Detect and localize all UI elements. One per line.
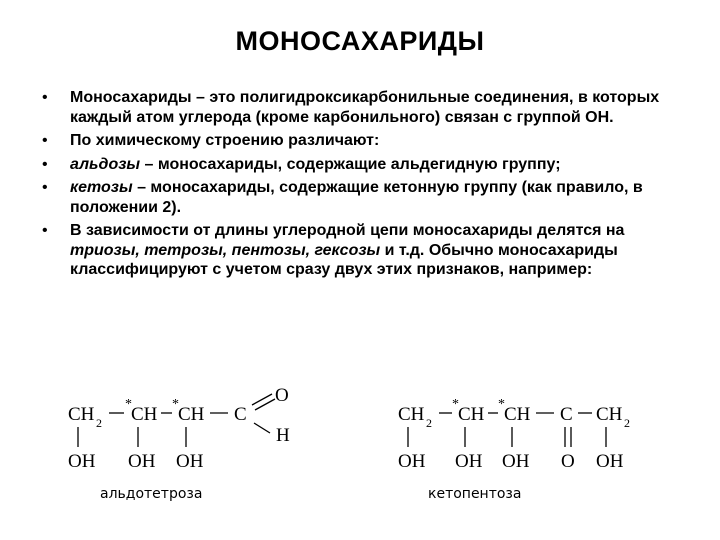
- aldotetrose-oxygen: O: [275, 385, 289, 406]
- bullet-marker: •: [42, 155, 48, 173]
- bullet-item: [40, 88, 690, 127]
- ketopentose-structure: [398, 375, 658, 505]
- ketopentose-chiral-star: *: [452, 397, 459, 412]
- aldotetrose-ch2-subscript: 2: [96, 416, 102, 430]
- aldotetrose-double-bond: [255, 399, 275, 410]
- ketopentose-oh: OH: [398, 451, 426, 472]
- aldotetrose-chiral-star: *: [172, 397, 179, 412]
- aldotetrose-formula: [68, 375, 308, 510]
- aldotetrose-structure: [68, 375, 308, 505]
- aldotetrose-ch: CH: [178, 404, 205, 425]
- bullet-item: [40, 178, 690, 217]
- bullet-term: триозы, тетрозы, пентозы, гексозы: [70, 241, 381, 259]
- ketopentose-ch: CH: [458, 404, 485, 425]
- ketopentose-oh: OH: [596, 451, 624, 472]
- ketopentose-oxygen: O: [561, 451, 575, 472]
- aldotetrose-oh: OH: [68, 451, 96, 472]
- aldotetrose-hydrogen: H: [276, 425, 290, 446]
- ketopentose-ch: CH: [504, 404, 531, 425]
- bullet-text: и т.д. Обычно моносахариды классифицируют с учетом сразу двух этих признаков, например:: [70, 241, 618, 278]
- ketopentose-ch2: CH: [596, 404, 623, 425]
- bullet-item: [40, 131, 690, 151]
- bullet-term: альдозы: [70, 155, 141, 173]
- bullet-item: [40, 221, 690, 280]
- bullet-text: – моносахариды, содержащие альдегидную группу;: [140, 155, 561, 173]
- aldotetrose-carbonyl-c: C: [234, 404, 247, 425]
- bullet-marker: •: [42, 132, 48, 149]
- aldotetrose-ch: CH: [131, 404, 158, 425]
- bullet-list: [40, 88, 690, 284]
- aldotetrose-bond: [254, 423, 270, 433]
- ketopentose-oh: OH: [455, 451, 483, 472]
- aldotetrose-ch2: CH: [68, 404, 95, 425]
- aldotetrose-chiral-star: *: [125, 397, 132, 412]
- bullet-item: [40, 155, 690, 175]
- ketopentose-ch2-subscript: 2: [426, 416, 432, 430]
- bullet-marker: •: [42, 179, 48, 196]
- ketopentose-carbonyl-c: C: [560, 404, 573, 425]
- aldotetrose-double-bond: [252, 394, 272, 405]
- ketopentose-formula: [398, 375, 658, 510]
- bullet-text: По химическому строению различают:: [70, 132, 380, 149]
- aldotetrose-caption: альдотетроза: [100, 486, 203, 502]
- bullet-text: В зависимости от длины углеродной цепи моносахариды делятся на: [70, 222, 625, 239]
- bullet-text: – моносахариды, содержащие кетонную группу (как правило, в положении 2).: [70, 179, 643, 216]
- slide-title: МОНОСАХАРИДЫ: [235, 26, 485, 56]
- bullet-marker: •: [42, 222, 48, 239]
- bullet-text: Моносахариды – это полигидроксикарбонильные соединения, в которых каждый атом углерода (кроме карбонильного) связан с группой ОН.: [70, 89, 660, 126]
- bullet-marker: •: [42, 89, 48, 106]
- aldotetrose-oh: OH: [176, 451, 204, 472]
- ketopentose-chiral-star: *: [498, 397, 505, 412]
- ketopentose-caption: кетопентоза: [428, 486, 522, 502]
- aldotetrose-oh: OH: [128, 451, 156, 472]
- bullet-term: кетозы: [70, 179, 133, 196]
- ketopentose-oh: OH: [502, 451, 530, 472]
- ketopentose-ch2-subscript: 2: [624, 416, 630, 430]
- ketopentose-ch2: CH: [398, 404, 425, 425]
